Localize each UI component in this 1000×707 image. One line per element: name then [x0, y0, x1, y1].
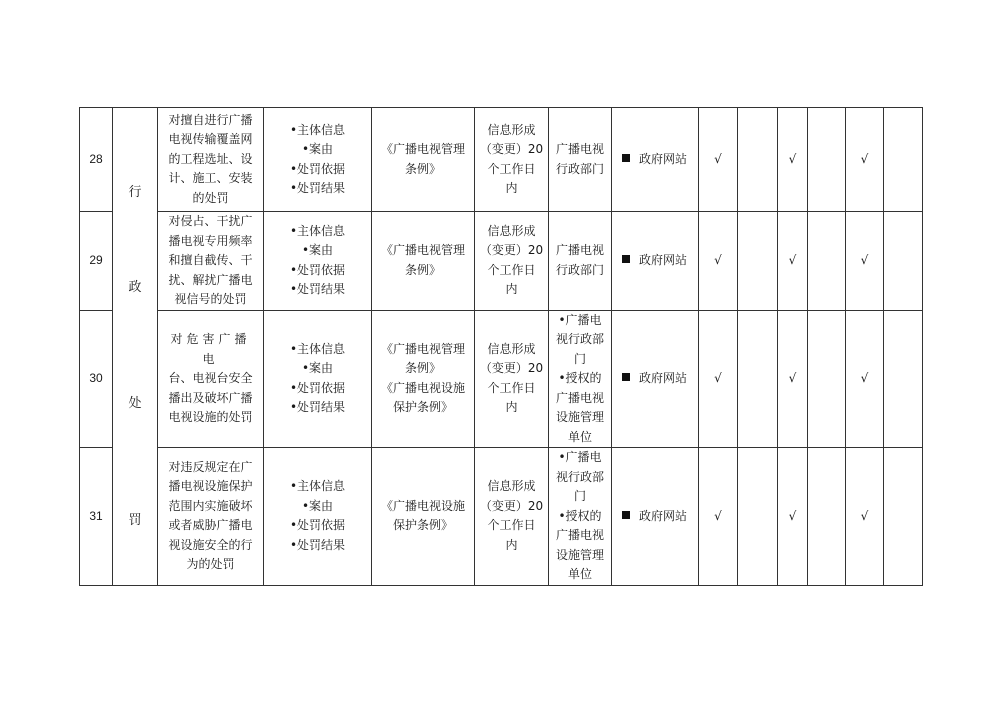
responsible-dept: 广播电视 行政部门	[549, 108, 612, 212]
responsible-dept: 广播电视 行政部门	[549, 212, 612, 311]
disclosure-content: •主体信息 •案由 •处罚依据 •处罚结果	[264, 310, 372, 448]
check-cell: √	[846, 310, 884, 448]
check-cell	[738, 108, 778, 212]
disclosure-time: 信息形成 （变更）20 个工作日 内	[475, 310, 549, 448]
check-cell: √	[699, 310, 738, 448]
legal-basis: 《广播电视管理 条例》 《广播电视设施 保护条例》	[372, 310, 475, 448]
disclosure-table	[79, 107, 923, 586]
category-char: 罚	[128, 513, 142, 528]
item-name: 对擅自进行广播 电视传输覆盖网 的工程选址、设 计、施工、安装 的处罚	[158, 108, 264, 212]
check-cell	[884, 212, 923, 311]
check-cell: √	[699, 212, 738, 311]
table-row	[80, 310, 923, 448]
item-name: 对违反规定在广 播电视设施保护 范围内实施破坏 或者威胁广播电 视设施安全的行 为的处罚	[158, 448, 264, 586]
disclosure-time: 信息形成 （变更）20 个工作日 内	[475, 448, 549, 586]
category-char: 处	[128, 396, 142, 411]
check-cell	[884, 108, 923, 212]
disclosure-time: 信息形成 （变更）20 个工作日 内	[475, 212, 549, 311]
category-char: 政	[128, 280, 142, 295]
check-cell: √	[846, 212, 884, 311]
category-cell	[113, 108, 158, 586]
row-number: 31	[80, 448, 113, 586]
check-cell: √	[778, 310, 808, 448]
square-bullet-icon	[622, 373, 630, 381]
legal-basis: 《广播电视设施 保护条例》	[372, 448, 475, 586]
item-name: 对危害广播电 台、电视台安全 播出及破坏广播 电视设施的处罚	[158, 310, 264, 448]
disclosure-time: 信息形成 （变更）20 个工作日 内	[475, 108, 549, 212]
disclosure-channel: 政府网站	[612, 448, 699, 586]
disclosure-content: •主体信息 •案由 •处罚依据 •处罚结果	[264, 212, 372, 311]
disclosure-content: •主体信息 •案由 •处罚依据 •处罚结果	[264, 448, 372, 586]
square-bullet-icon	[622, 511, 630, 519]
row-number: 29	[80, 212, 113, 311]
disclosure-channel: 政府网站	[612, 108, 699, 212]
responsible-dept: •广播电 视行政部 门 •授权的 广播电视 设施管理 单位	[549, 448, 612, 586]
disclosure-content: •主体信息 •案由 •处罚依据 •处罚结果	[264, 108, 372, 212]
check-cell	[738, 448, 778, 586]
disclosure-channel: 政府网站	[612, 212, 699, 311]
check-cell: √	[846, 448, 884, 586]
row-number: 28	[80, 108, 113, 212]
check-cell: √	[846, 108, 884, 212]
check-cell: √	[778, 212, 808, 311]
table-row	[80, 448, 923, 586]
category-char: 行	[128, 185, 142, 200]
check-cell	[884, 310, 923, 448]
check-cell	[808, 310, 846, 448]
check-cell	[738, 310, 778, 448]
responsible-dept: •广播电 视行政部 门 •授权的 广播电视 设施管理 单位	[549, 310, 612, 448]
check-cell	[808, 108, 846, 212]
square-bullet-icon	[622, 255, 630, 263]
square-bullet-icon	[622, 154, 630, 162]
check-cell	[738, 212, 778, 311]
check-cell: √	[699, 108, 738, 212]
row-number: 30	[80, 310, 113, 448]
item-name: 对侵占、干扰广 播电视专用频率 和擅自截传、干 扰、解扰广播电 视信号的处罚	[158, 212, 264, 311]
table-row	[80, 212, 923, 311]
check-cell: √	[778, 108, 808, 212]
check-cell	[808, 448, 846, 586]
check-cell	[884, 448, 923, 586]
table-row	[80, 108, 923, 212]
legal-basis: 《广播电视管理 条例》	[372, 108, 475, 212]
check-cell	[808, 212, 846, 311]
check-cell: √	[778, 448, 808, 586]
disclosure-channel: 政府网站	[612, 310, 699, 448]
check-cell: √	[699, 448, 738, 586]
legal-basis: 《广播电视管理 条例》	[372, 212, 475, 311]
